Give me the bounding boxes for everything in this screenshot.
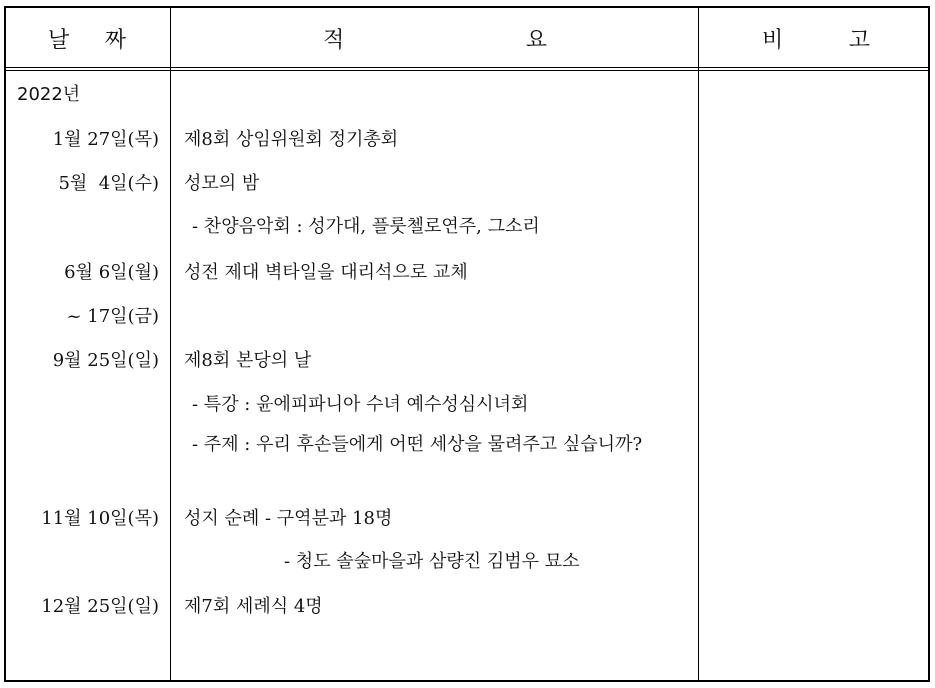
header-date [48,8,126,68]
header-rule-bottom [4,70,930,71]
row-desc: 제7회 세례식 4명 [184,596,323,617]
table-frame [4,6,930,682]
header-note [762,8,870,68]
row-date: 9월 25일(일) [52,350,159,371]
row-desc: - 특강 : 윤에피파니아 수녀 예수성심시녀회 [192,394,529,415]
header-date-char-2: 짜 [104,27,126,53]
row-date: 1월 27일(목) [52,129,159,150]
header-note-char-1: 비 [762,27,784,53]
header-desc-char-1: 적 [323,27,345,53]
header-date-char-1: 날 [48,27,70,53]
row-desc: 성지 순례 - 구역분과 18명 [184,508,393,529]
row-desc: 제8회 상임위원회 정기총회 [184,129,399,150]
row-desc: 제8회 본당의 날 [184,350,312,371]
row-date: 11월 10일(목) [41,508,159,529]
row-date: ~ 17일(금) [66,306,159,327]
header-description [323,8,547,68]
row-date: 6월 6일(월) [64,262,159,283]
column-divider-date [170,6,171,682]
row-desc: 성전 제대 벽타일을 대리석으로 교체 [184,262,468,283]
row-desc: - 주제 : 우리 후손들에게 어떤 세상을 물려주고 싶습니까? [192,434,643,455]
column-divider-note [698,6,699,682]
header-desc-char-2: 요 [525,27,547,53]
row-desc: 성모의 밤 [184,173,260,194]
header-note-char-2: 고 [848,27,870,53]
row-date: 5월 4일(수) [58,173,159,194]
row-desc: - 찬양음악회 : 성가대, 플룻첼로연주, 그소리 [192,216,540,237]
row-date: 12월 25일(일) [41,596,159,617]
year-label: 2022년 [17,84,81,105]
row-desc: - 청도 솔숲마을과 삼량진 김범우 묘소 [284,551,580,572]
